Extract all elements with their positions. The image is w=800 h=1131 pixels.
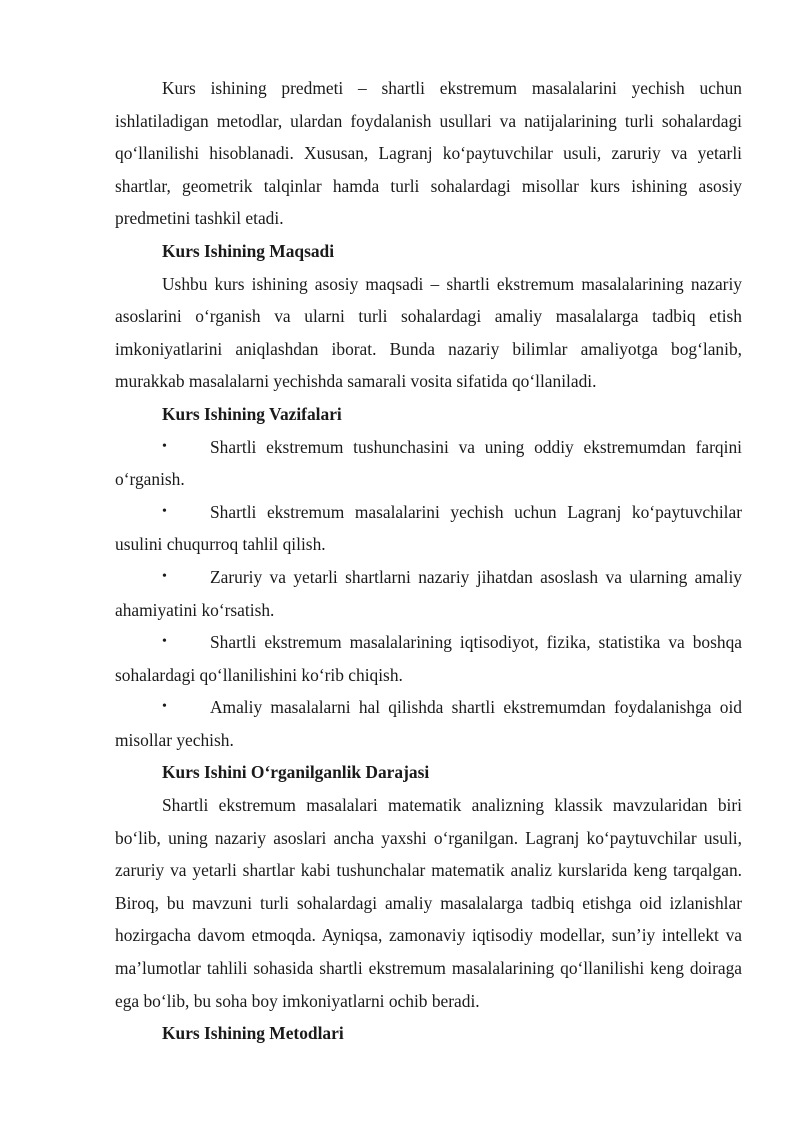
heading-organilganlik: Kurs Ishini O‘rganilganlik Darajasi — [162, 762, 430, 783]
bullet-icon: • — [162, 568, 167, 584]
bullet-icon: • — [162, 438, 167, 454]
list-item — [115, 496, 742, 561]
paragraph-maqsad: Ushbu kurs ishining asosiy maqsadi – shartli ekstremum masalalarining nazariy asoslarini o‘rganish va ularni turli sohalardagi amaliy masalalarga tadbiq etish imkoniyatlarini aniqlashdan iborat. Bunda nazariy bilimlar amaliyotga bog‘lanib, murakkab masalalarni yechishda samarali vosita sifatida qo‘llaniladi. — [115, 273, 742, 392]
document-page — [115, 72, 742, 1050]
bullet-icon: • — [162, 634, 167, 650]
list-item — [115, 691, 742, 756]
paragraph-organilganlik: Shartli ekstremum masalalari matematik analizning klassik mavzularidan biri bo‘lib, uning nazariy asoslari ancha yaxshi o‘rganilgan. Lagranj ko‘paytuvchilar usuli, zaruriy va yetarli shartlar kabi tushunchalar matematik analiz kurslarida keng tarqalgan. Biroq, bu mavzuni turli sohalardagi amaliy masalalarga tadbiq etishga oid izlanishlar hozirgacha davom etmoqda. Ayniqsa, zamonaviy iqtisodiy modellar, sun’iy intellekt va ma’lumotlar tahlili sohasida shartli ekstremum masalalarining qo‘llanilishi keng doiraga ega bo‘lib, bu soha boy imkoniyatlarni ochib beradi. — [115, 795, 742, 1011]
list-item-text: Shartli ekstremum masalalarini yechish uchun Lagranj ko‘paytuvchilar usulini chuqurroq tahlil qilish. — [115, 501, 742, 555]
list-item-text: Amaliy masalalarni hal qilishda shartli ekstremumdan foydalanishga oid misollar yechish. — [115, 697, 742, 750]
heading-metodlar: Kurs Ishining Metodlari — [162, 1023, 344, 1044]
list-item-text: Shartli ekstremum masalalarining iqtisodiyot, fizika, statistika va boshqa sohalardagi qo‘llanilishini ko‘rib chiqish. — [115, 632, 742, 685]
bullet-icon: • — [162, 503, 167, 519]
bullet-icon: • — [162, 699, 167, 715]
vazifalar-list — [115, 431, 742, 757]
list-item-text: Shartli ekstremum tushunchasini va uning oddiy ekstremumdan farqini o‘rganish. — [115, 436, 742, 490]
list-item — [115, 561, 742, 626]
list-item — [115, 431, 742, 496]
heading-vazifalar: Kurs Ishining Vazifalari — [162, 403, 342, 424]
heading-maqsad: Kurs Ishining Maqsadi — [162, 240, 335, 261]
list-item-text: Zaruriy va yetarli shartlarni nazariy jihatdan asoslash va ularning amaliy ahamiyatini ko‘rsatish. — [115, 566, 742, 620]
list-item — [115, 626, 742, 691]
paragraph-predmet: Kurs ishining predmeti – shartli ekstremum masalalarini yechish uchun ishlatiladigan metodlar, ulardan foydalanish usullari va natijalarining turli sohalardagi qo‘llanilishi hisoblanadi. Xususan, Lagranj ko‘paytuvchilar usuli, zaruriy va yetarli shartlar, geometrik talqinlar hamda turli sohalardagi misollar kurs ishining asosiy predmetini tashkil etadi. — [115, 78, 742, 229]
